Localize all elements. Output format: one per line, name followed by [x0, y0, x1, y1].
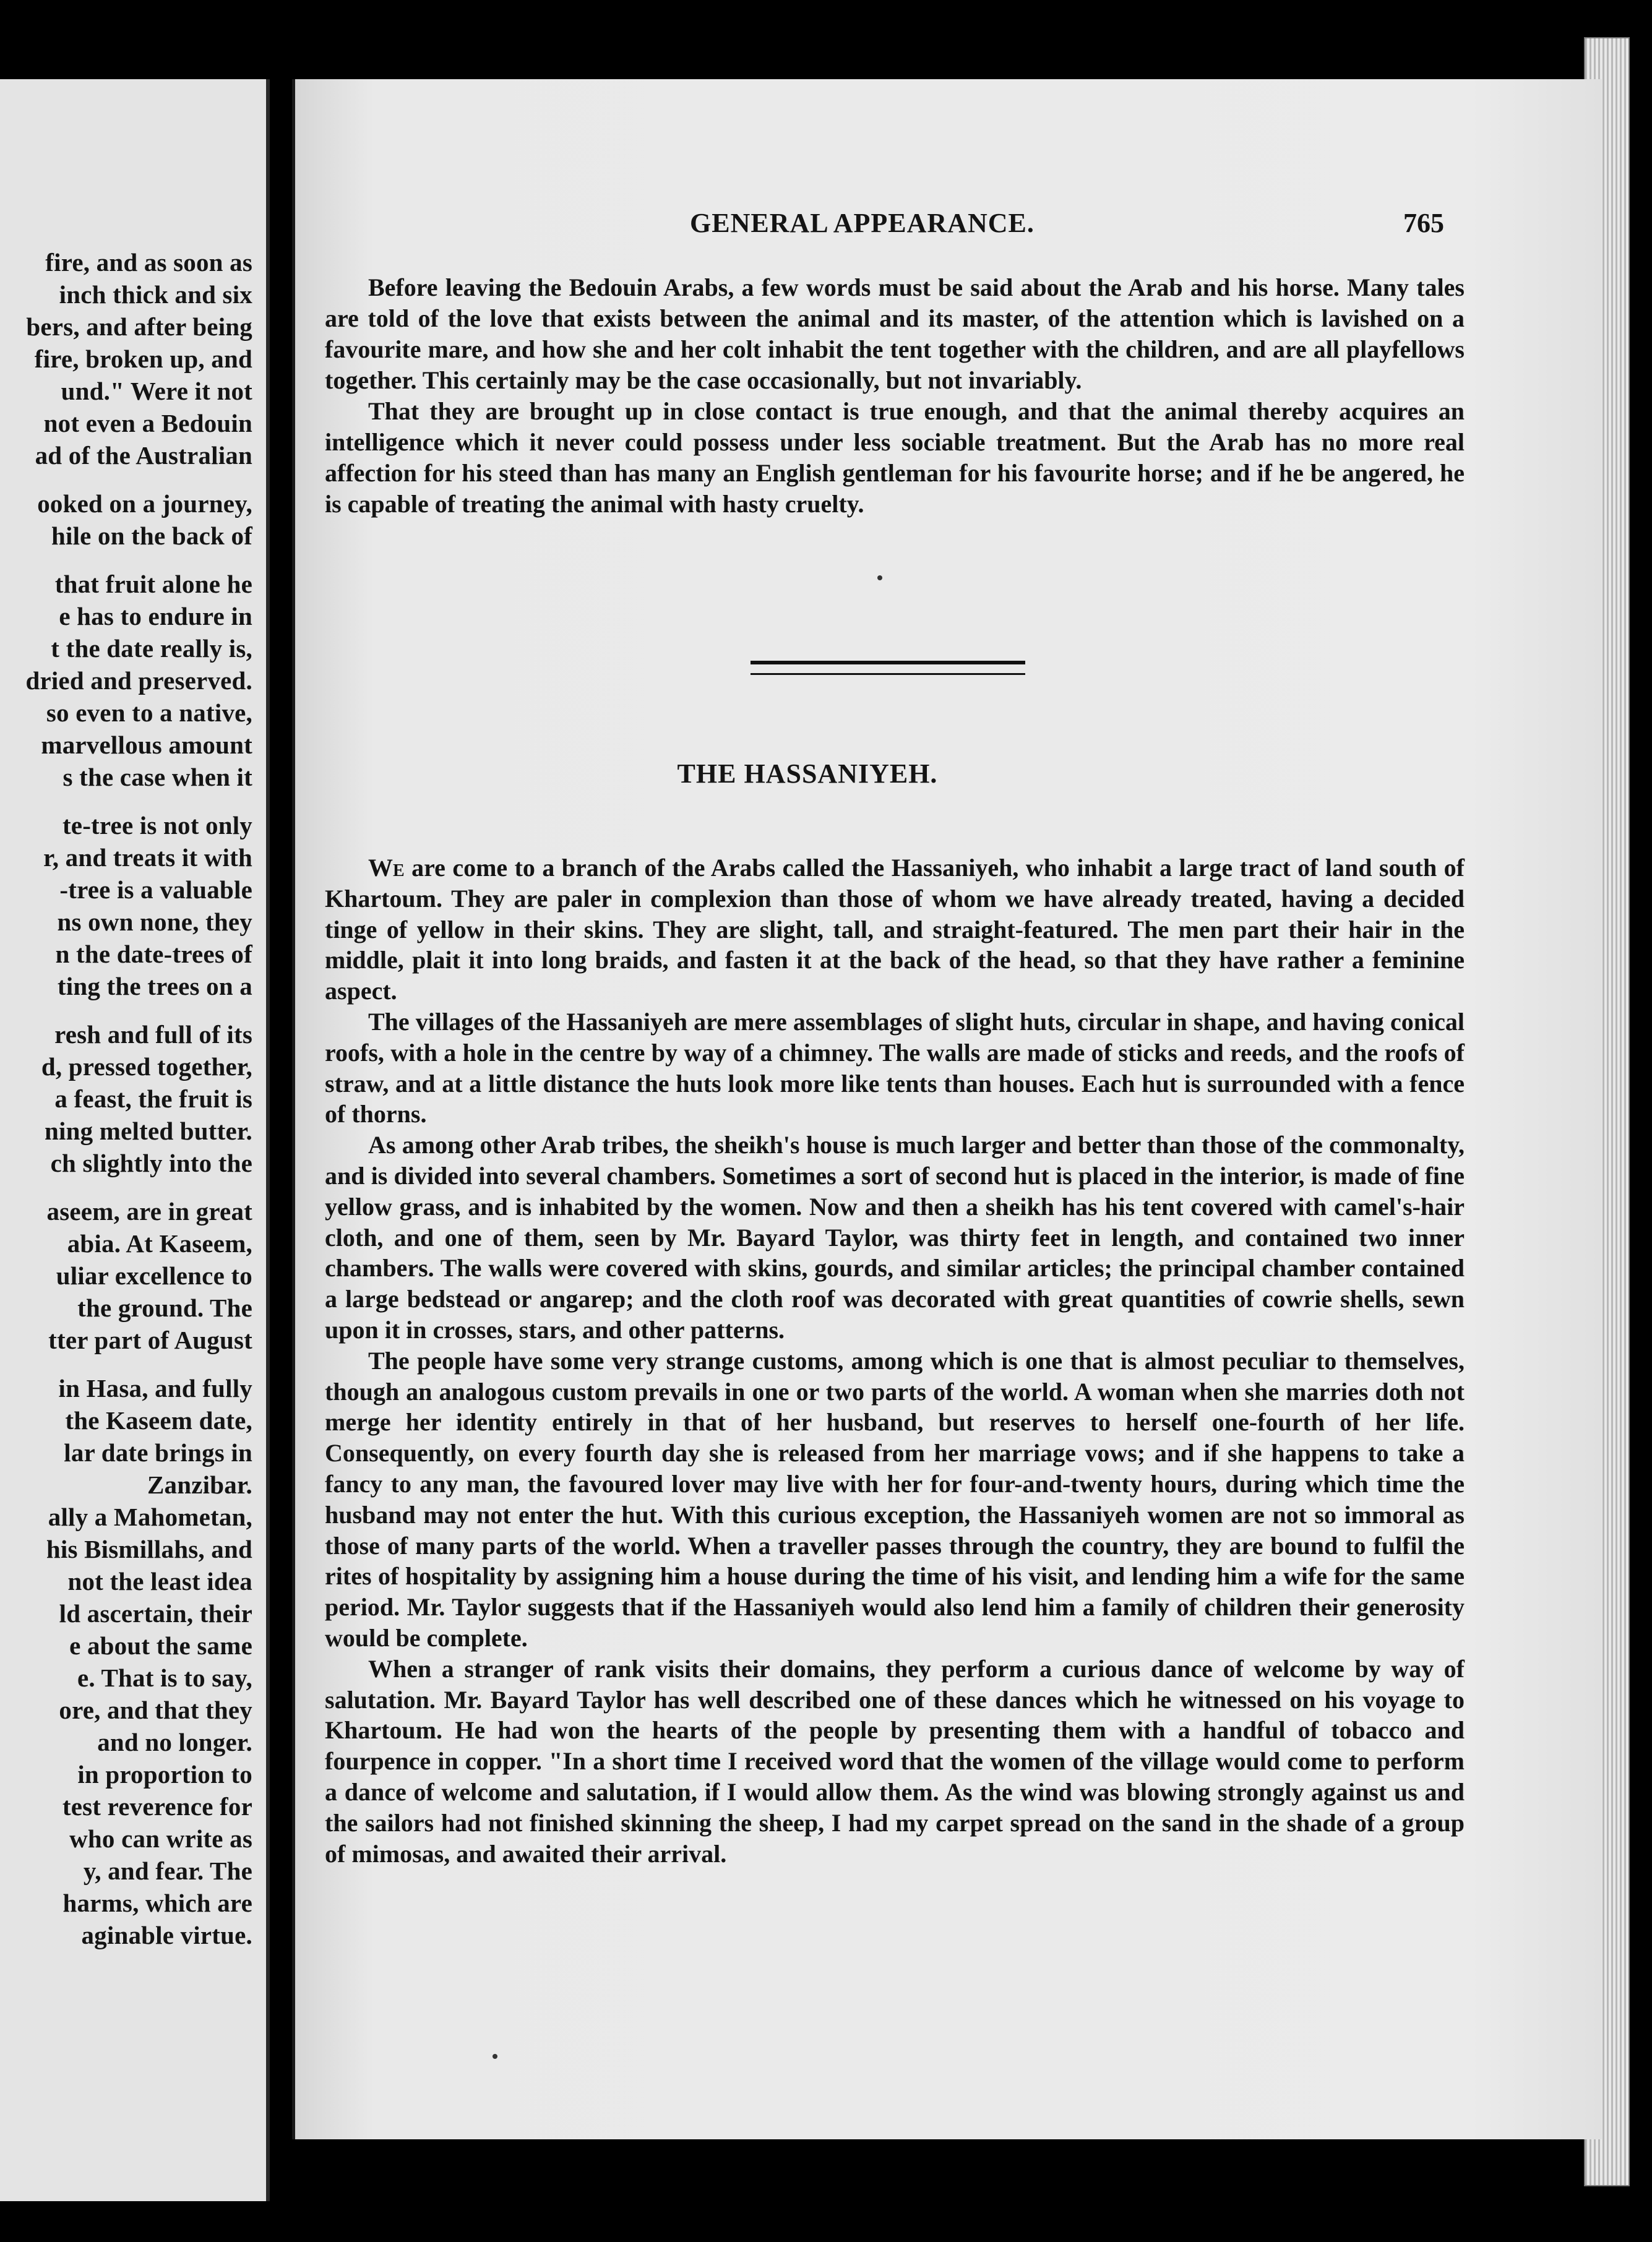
body-paragraph: The people have some very strange customs, among which is one that is almost peculiar to themselves, though an analogous custom prevails in one or two parts of the world. A woman when she marries doth not merge her identity entirely in that of her husband, but reserves to herself one-fourth of her life. Consequently, on every fourth day she is released from her marriage vows; and if she happens to take a fancy to any man, the favoured lover may live with her for four-and-twenty hours, during which time the husband may not enter the hut. With this curious exception, the Hassaniyeh women are not so immoral as those of many parts of the world. When a traveller passes through the country, they are bound to fulfil the rites of hospitality by assigning him a house during the time of his visit, and lending him a wife for the same period. Mr. Taylor suggests that if the Hassaniyeh would also lend him a family of children their generosity would be complete.: [325, 1346, 1465, 1652]
previous-page-line: abia. At Kaseem,: [67, 1229, 252, 1258]
previous-page-line: marvellous amount: [41, 731, 252, 759]
section-title: [0, 758, 1652, 789]
section-body: [325, 853, 1465, 1869]
previous-page-line: ch slightly into the: [50, 1149, 252, 1177]
previous-page-line: who can write as: [69, 1824, 252, 1853]
drop-word: We: [368, 854, 405, 882]
previous-page-line: d, pressed together,: [41, 1052, 252, 1081]
previous-page-line: the Kaseem date,: [65, 1406, 252, 1435]
intro-section: [325, 272, 1465, 520]
previous-page-line: and no longer.: [97, 1728, 252, 1756]
previous-page-line: that fruit alone he: [54, 570, 252, 598]
previous-page-line: e about the same: [69, 1631, 252, 1660]
previous-page-line: test reverence for: [62, 1792, 252, 1821]
previous-page-line: und." Were it not: [61, 377, 252, 405]
previous-page-line: harms, which are: [62, 1889, 252, 1917]
previous-page-line: in proportion to: [77, 1760, 252, 1789]
previous-page-line: ally a Mahometan,: [48, 1503, 252, 1531]
previous-page-line: ld ascertain, their: [59, 1599, 252, 1628]
section-divider-rule: [751, 661, 1025, 675]
first-paragraph-text: are come to a branch of the Arabs called the Hassaniyeh, who inhabit a large tract of land south of Khartoum. They are paler in complexion than those of whom we have already treated, having a decided tinge of yellow in their skins. They are slight, tall, and straight-featured. The men part their hair in the middle, plait it into long braids, and fasten it at the back of the head, so that they have rather a feminine aspect.: [325, 854, 1465, 1005]
previous-page-line: in Hasa, and fully: [58, 1374, 252, 1402]
previous-page-line: so even to a native,: [46, 698, 252, 727]
previous-page-line: ooked on a journey,: [37, 489, 252, 518]
previous-page-line: inch thick and six: [59, 280, 252, 309]
previous-page-line: ns own none, they: [57, 908, 252, 936]
previous-page-line: bers, and after being: [26, 312, 252, 341]
previous-page-line: r, and treats it with: [43, 843, 252, 872]
previous-page-line: ad of the Australian: [35, 441, 252, 470]
previous-page-line: e. That is to say,: [77, 1664, 252, 1692]
previous-page-line: lar date brings in: [64, 1438, 252, 1467]
previous-page-line: hile on the back of: [51, 522, 252, 550]
previous-page-line: aseem, are in great: [46, 1197, 252, 1226]
previous-page-line: the ground. The: [77, 1294, 252, 1322]
intro-paragraph: That they are brought up in close contact is true enough, and that the animal thereby acquires an intelligence which it never could possess under less sociable treatment. But the Arab has no more real affection for his steed than has many an English gentleman for his favourite horse; and if he be angered, he is capable of treating the animal with hasty cruelty.: [325, 397, 1465, 518]
previous-page-line: te-tree is not only: [62, 811, 252, 840]
page-number: 765: [1403, 208, 1444, 238]
previous-page-line: y, and fear. The: [83, 1857, 252, 1885]
previous-page-line: n the date-trees of: [55, 940, 252, 968]
previous-page-line: tter part of August: [48, 1326, 252, 1354]
running-head: GENERAL APPEARANCE.: [690, 208, 1035, 238]
previous-page-line: uliar excellence to: [56, 1261, 252, 1290]
previous-page-line: fire, broken up, and: [34, 345, 252, 373]
previous-page-text: [25, 246, 252, 1951]
body-paragraph: The villages of the Hassaniyeh are mere assemblages of slight huts, circular in shape, and having conical roofs, with a hole in the centre by way of a chimney. The walls are made of sticks and reeds, and the roofs of straw, and at a little distance the huts look more like tents than houses. Each hut is surrounded with a fence of thorns.: [325, 1007, 1465, 1128]
body-paragraph: As among other Arab tribes, the sheikh's house is much larger and better than those of the commonalty, and is divided into several chambers. Sometimes a sort of second hut is placed in the interior, is made of fine yellow grass, and is inhabited by the women. Now and then a sheikh has his tent covered with camel's-hair cloth, and one of them, seen by Mr. Bayard Taylor, was thirty feet in length, and contained two inner chambers. The walls were covered with skins, gourds, and similar articles; the principal chamber contained a large bedstead or angarep; and the cloth roof was decorated with great quantities of cowrie shells, sewn upon it in crosses, stars, and other patterns.: [325, 1131, 1465, 1344]
section-title-text: THE HASSANIYEH.: [677, 758, 938, 789]
previous-page-line: not even a Bedouin: [43, 409, 252, 437]
body-paragraph: When a stranger of rank visits their domains, they perform a curious dance of welcome by way of salutation. Mr. Bayard Taylor has well described one of these dances which he witnessed on his voyage to Khartoum. He had won the hearts of the people by presenting them with a handful of tobacco and fourpence in copper. "In a short time I received word that the women of the village would come to perform a dance of welcome and salutation, if I would allow them. As the wind was blowing strongly against us and the sailors had not finished skinning the sheep, I had my carpet spread on the sand in the shade of a group of mimosas, and awaited their arrival.: [325, 1654, 1465, 1868]
previous-page-line: Zanzibar.: [147, 1471, 252, 1499]
previous-page-line: ning melted butter.: [45, 1117, 252, 1145]
previous-page-line: ting the trees on a: [57, 972, 252, 1000]
previous-page-line: ore, and that they: [59, 1696, 252, 1724]
previous-page-line: t the date really is,: [51, 634, 252, 663]
previous-page-line: not the least idea: [67, 1567, 252, 1596]
previous-page-line: -tree is a valuable: [59, 875, 252, 904]
print-speck: [493, 2054, 497, 2059]
intro-paragraph: Before leaving the Bedouin Arabs, a few words must be said about the Arab and his horse. Many tales are told of the love that exists between the animal and its master, of the attention which is lavished on a favourite mare, and how she and her colt inhabit the tent together with the children, and are all playfellows together. This certainly may be the case occasionally, but not invariably.: [325, 273, 1465, 394]
body-paragraph: [325, 853, 1465, 1007]
previous-page-line: s the case when it: [62, 763, 252, 791]
previous-page-line: his Bismillahs, and: [46, 1535, 252, 1563]
previous-page-line: a feast, the fruit is: [54, 1084, 252, 1113]
previous-page-line: aginable virtue.: [81, 1921, 252, 1949]
previous-page-line: dried and preserved.: [25, 666, 252, 695]
print-speck: [877, 575, 882, 580]
previous-page-line: e has to endure in: [59, 602, 252, 630]
previous-page-line: resh and full of its: [54, 1020, 252, 1049]
previous-page-fragment: [0, 79, 270, 2201]
previous-page-line: fire, and as soon as: [45, 248, 252, 277]
